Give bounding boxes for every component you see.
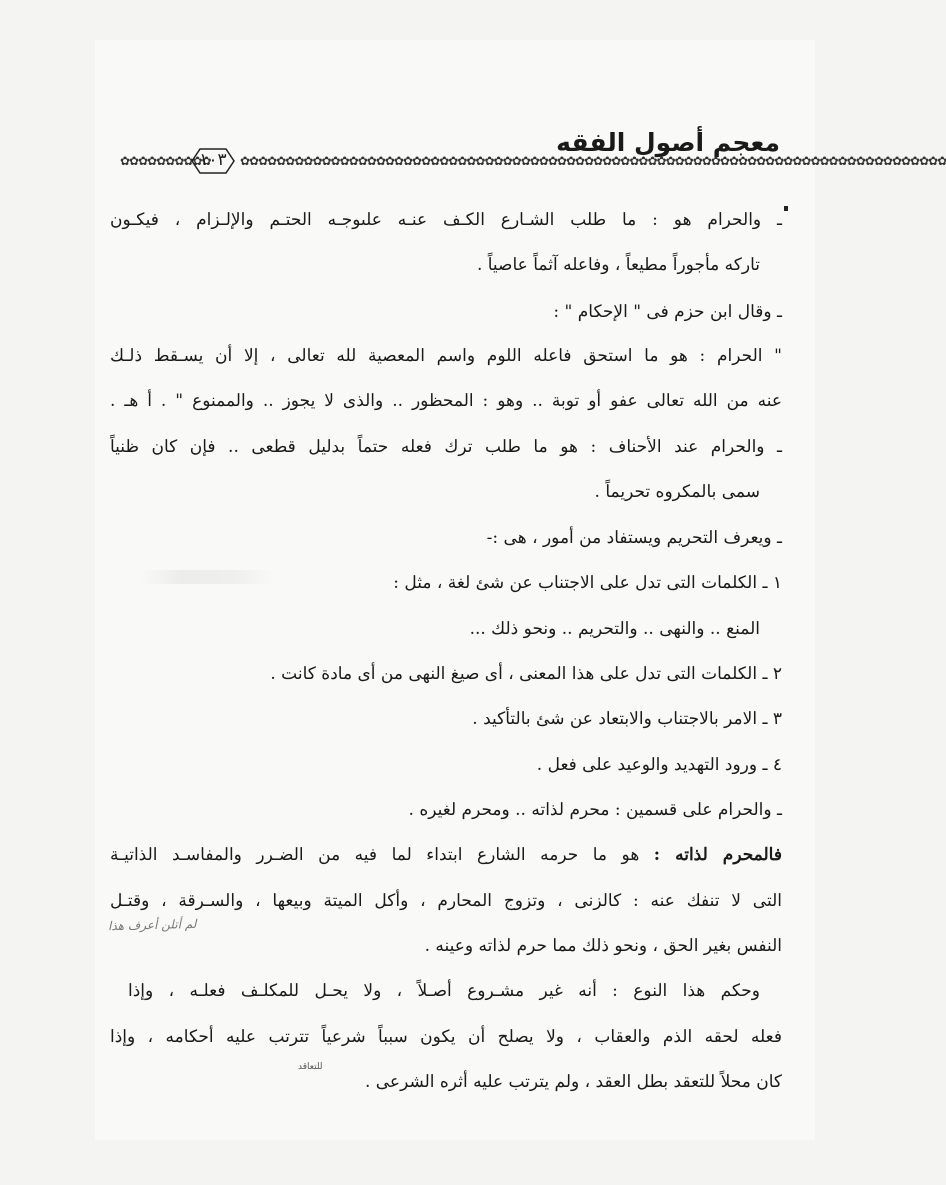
handwritten-correction: للتعاقد — [298, 1062, 323, 1072]
text-line: عنه من الله تعالى عفو أو توبة .. وهو : المحظور .. والذى لا يجوز .. والممنوع " . أ هـ . — [110, 391, 782, 411]
ornament-right: ✿✿✿✿✿✿✿✿✿✿✿✿✿✿✿✿✿✿✿✿✿✿✿✿✿✿✿✿✿✿✿✿✿✿✿✿✿✿✿✿✿✿✿✿✿✿✿✿✿✿✿✿✿✿✿✿✿✿✿✿✿✿✿✿✿✿✿✿✿✿✿✿✿✿✿✿✿✿ — [240, 154, 946, 168]
text-line: ـ ويعرف التحريم ويستفاد من أمور ، هى :- — [486, 528, 782, 548]
text-line-rest: هو ما حرمه الشارع ابتداء لما فيه من الضـرر والمفاسـد الذاتيـة — [110, 845, 640, 865]
ink-dot — [784, 206, 788, 211]
running-title: معجم أصول الفقه — [556, 128, 780, 157]
handwritten-margin-note: لم أتلن أعرف هذا — [107, 916, 197, 934]
text-line: المنع .. والنهى .. والتحريم .. ونحو ذلك ... — [469, 619, 760, 639]
text-line: ـ والحرام عند الأحناف : هو ما طلب ترك فعله حتماً بدليل قطعى .. فإن كان ظنياً — [110, 437, 782, 457]
text-line: وحكم هذا النوع : أنه غير مشـروع أصـلاً ، ولا يحـل للمكلـف فعلـه ، وإذا — [128, 981, 760, 1001]
text-line: ٣ ـ الامر بالاجتناب والابتعاد عن شئ بالتأكيد . — [472, 709, 782, 729]
ornament-left: ✿✿✿✿✿✿✿✿✿✿ — [120, 154, 211, 168]
text-line: ١ ـ الكلمات التى تدل على الاجتناب عن شئ لغة ، مثل : — [393, 573, 782, 593]
text-line: تاركه مأجوراً مطيعاً ، وفاعله آثماً عاصياً . — [476, 255, 760, 275]
text-line: ٢ ـ الكلمات التى تدل على هذا المعنى ، أى صيغ النهى من أى مادة كانت . — [270, 664, 782, 684]
text-line: النفس بغير الحق ، ونحو ذلك مما حرم لذاته وعينه . — [424, 936, 782, 956]
text-line: ٤ ـ ورود التهديد والوعيد على فعل . — [536, 755, 782, 775]
text-line: " الحرام : هو ما استحق فاعله اللوم واسم المعصية لله تعالى ، إلا أن يسـقط ذلـك — [110, 346, 782, 366]
bold-term: فالمحرم لذاته : — [653, 845, 782, 865]
page-number: ١٠٣ — [199, 150, 227, 170]
page-number-badge — [186, 147, 240, 175]
text-line: ـ والحرام هو : ما طلب الشـارع الكـف عنـه علىوجـه الحتـم والإلـزام ، فيكـون — [110, 210, 782, 230]
text-line — [110, 845, 782, 865]
text-line: ـ والحرام على قسمين : محرم لذاته .. ومحرم لغيره . — [408, 800, 782, 820]
faint-stamp-mark — [140, 570, 275, 584]
text-line: فعله لحقه الذم والعقاب ، ولا يصلح أن يكون سبباً شرعياً تترتب عليه أحكامه ، وإذا — [110, 1027, 782, 1047]
text-line: سمى بالمكروه تحريماً . — [594, 482, 760, 502]
text-line: التى لا تنفك عنه : كالزنى ، وتزوج المحارم ، وأكل الميتة وبيعها ، والسـرقة ، وقتـل — [110, 891, 782, 911]
text-line: ـ وقال ابن حزم فى " الإحكام " : — [553, 302, 782, 322]
text-line: كان محلاً للتعقد بطل العقد ، ولم يترتب عليه أثره الشرعى . — [364, 1072, 782, 1092]
header-ornament-rule — [120, 147, 946, 175]
